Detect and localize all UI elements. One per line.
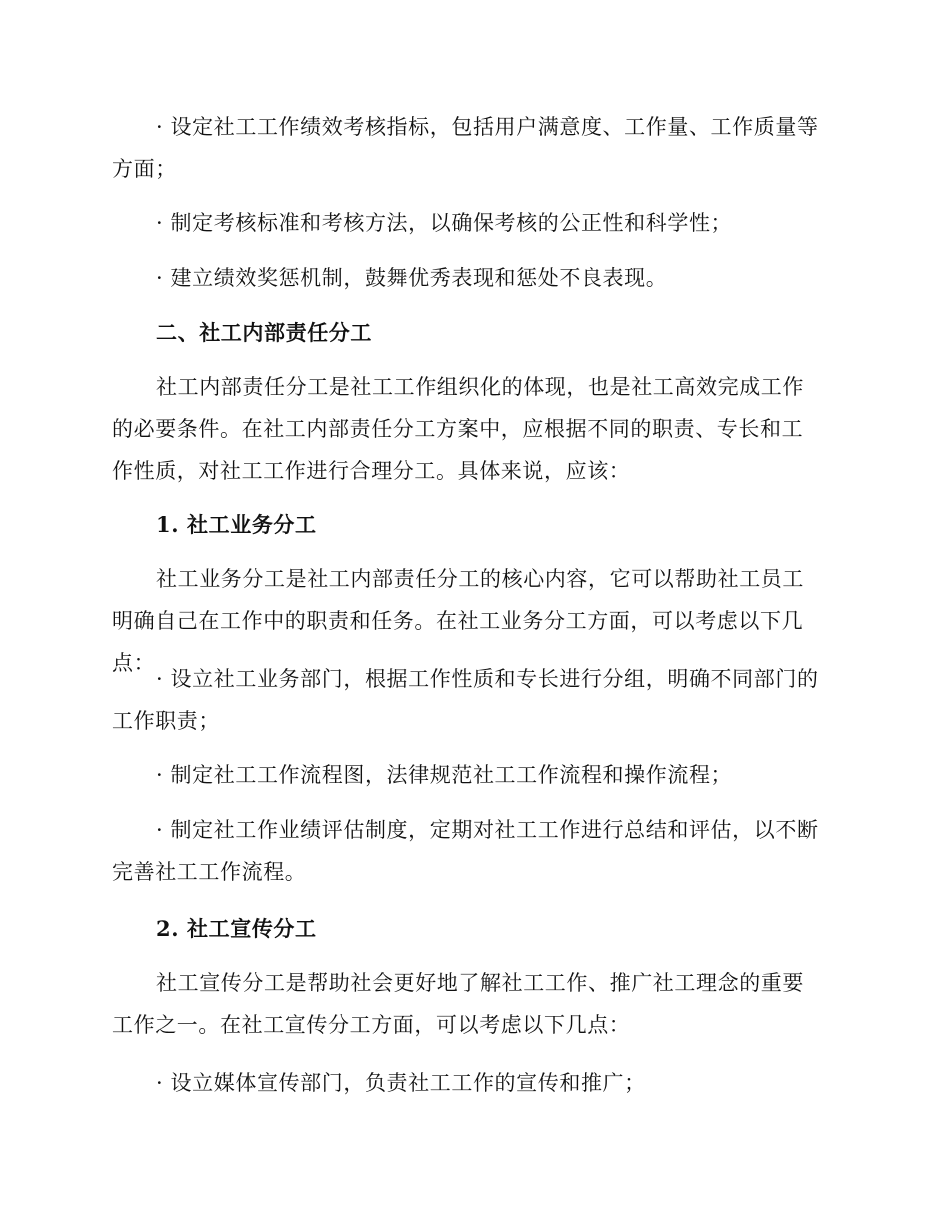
body-paragraph-business-division: 社工业务分工是社工内部责任分工的核心内容，它可以帮助社工员工明确自己在工作中的职责和任务。在社工业务分工方面，可以考虑以下几点： bbox=[112, 567, 804, 675]
bullet-assessment-standards: · 制定考核标准和考核方法，以确保考核的公正性和科学性； bbox=[156, 211, 733, 235]
bullet-business-departments: · 设立社工业务部门，根据工作性质和专长进行分组，明确不同部门的工作职责； bbox=[112, 667, 819, 733]
subheading-publicity-division: 2. 社工宣传分工 bbox=[156, 916, 317, 941]
bullet-reward-punishment: · 建立绩效奖惩机制，鼓舞优秀表现和惩处不良表现。 bbox=[156, 266, 668, 290]
body-paragraph-publicity-division: 社工宣传分工是帮助社会更好地了解社工工作、推广社工理念的重要工作之一。在社工宣传分工方面，可以考虑以下几点： bbox=[112, 971, 804, 1037]
section-heading-internal-division: 二、社工内部责任分工 bbox=[156, 320, 372, 345]
bullet-media-department: · 设立媒体宣传部门，负责社工工作的宣传和推广； bbox=[156, 1071, 646, 1095]
bullet-performance-evaluation: · 制定社工作业绩评估制度，定期对社工工作进行总结和评估，以不断完善社工工作流程。 bbox=[112, 818, 819, 884]
bullet-workflow-chart: · 制定社工工作流程图，法律规范社工工作流程和操作流程； bbox=[156, 763, 733, 787]
body-paragraph-division-intro: 社工内部责任分工是社工工作组织化的体现，也是社工高效完成工作的必要条件。在社工内部责任分工方案中，应根据不同的职责、专长和工作性质，对社工工作进行合理分工。具体来说，应该： bbox=[112, 375, 804, 483]
bullet-performance-indicators: · 设定社工工作绩效考核指标，包括用户满意度、工作量、工作质量等方面； bbox=[112, 115, 819, 181]
subheading-business-division: 1. 社工业务分工 bbox=[156, 512, 317, 537]
